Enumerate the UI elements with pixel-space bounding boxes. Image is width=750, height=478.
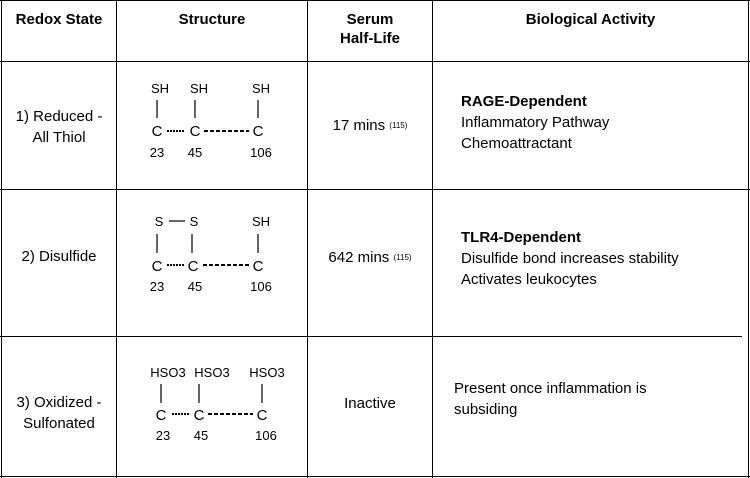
row1-state-line2: All Thiol: [32, 129, 86, 146]
row3-group-3: HSO3: [249, 365, 285, 380]
row2-carbon-3: C: [252, 258, 264, 275]
row1-carbon-1: C: [151, 123, 163, 140]
row2-group-3: SH: [251, 214, 271, 229]
row1-reference: (115): [389, 120, 408, 130]
row-divider-1: [0, 189, 750, 190]
row1-half-life: [308, 114, 432, 136]
row3-state-line2: Sulfonated: [23, 415, 95, 432]
header-half-life-line2: Half-Life: [340, 30, 400, 47]
row2-activity-title: TLR4-Dependent: [461, 229, 581, 246]
row3-pos-2: 45: [193, 428, 209, 443]
row3-activity: [454, 378, 739, 420]
row1-activity-title: RAGE-Dependent: [461, 93, 587, 110]
row2-activity: [461, 227, 746, 290]
header-half-life-line1: Serum: [346, 11, 394, 28]
row-divider-2: [0, 336, 742, 337]
row1-structure: [117, 62, 307, 189]
header-structure: Structure: [178, 10, 246, 28]
row1-pos-1: 23: [149, 145, 165, 160]
row3-carbon-2: C: [193, 407, 205, 424]
row1-group-1: SH: [150, 81, 170, 96]
row3-pos-3: 106: [255, 428, 277, 443]
row2-pos-2: 45: [187, 279, 203, 294]
row2-structure: [117, 190, 307, 336]
row1-activity: [461, 91, 741, 154]
row2-pos-3: 106: [250, 279, 272, 294]
header-half-life: [308, 5, 432, 53]
row1-half-life-value: 17 mins: [332, 116, 386, 134]
row2-activity-line1: Disulfide bond increases stability: [461, 250, 679, 267]
row2-group-2: S: [189, 214, 199, 229]
row2-carbon-2: C: [187, 258, 199, 275]
row1-carbon-3: C: [252, 123, 264, 140]
table-border-right: [748, 0, 749, 478]
row2-half-life-value: 642 mins: [328, 248, 390, 266]
row3-activity-line1: Present once inflammation is: [454, 380, 647, 397]
row3-activity-line2: subsiding: [454, 401, 518, 418]
row1-group-2: SH: [189, 81, 209, 96]
row2-activity-line2: Activates leukocytes: [461, 271, 597, 288]
row1-carbon-2: C: [189, 123, 201, 140]
table-border-top: [0, 0, 750, 1]
header-redox-state: Redox State: [15, 10, 103, 28]
row3-half-life: Inactive: [344, 394, 396, 412]
row2-pos-1: 23: [149, 279, 165, 294]
table-border-bottom: [0, 476, 750, 477]
row1-group-3: SH: [251, 81, 271, 96]
row3-carbon-3: C: [256, 407, 268, 424]
column-divider-3: [432, 0, 433, 478]
row1-pos-3: 106: [250, 145, 272, 160]
row1-state-line1: 1) Reduced -: [15, 108, 103, 125]
row2-group-1: S: [154, 214, 164, 229]
row1-activity-line2: Chemoattractant: [461, 135, 572, 152]
row3-group-1: HSO3: [150, 365, 186, 380]
row2-redox-state: 2) Disulfide: [21, 247, 97, 265]
row2-half-life: [308, 246, 432, 268]
row3-group-2: HSO3: [194, 365, 230, 380]
header-activity: Biological Activity: [525, 10, 656, 28]
row2-reference: (115): [393, 252, 412, 262]
row3-carbon-1: C: [155, 407, 167, 424]
header-divider: [0, 61, 750, 62]
row3-pos-1: 23: [155, 428, 171, 443]
row1-redox-state: [2, 105, 116, 149]
row3-state-line1: 3) Oxidized -: [16, 394, 102, 411]
row1-activity-line1: Inflammatory Pathway: [461, 114, 610, 131]
row2-carbon-1: C: [151, 258, 163, 275]
row1-pos-2: 45: [187, 145, 203, 160]
row3-redox-state: [2, 391, 116, 435]
row3-structure: [117, 337, 307, 476]
